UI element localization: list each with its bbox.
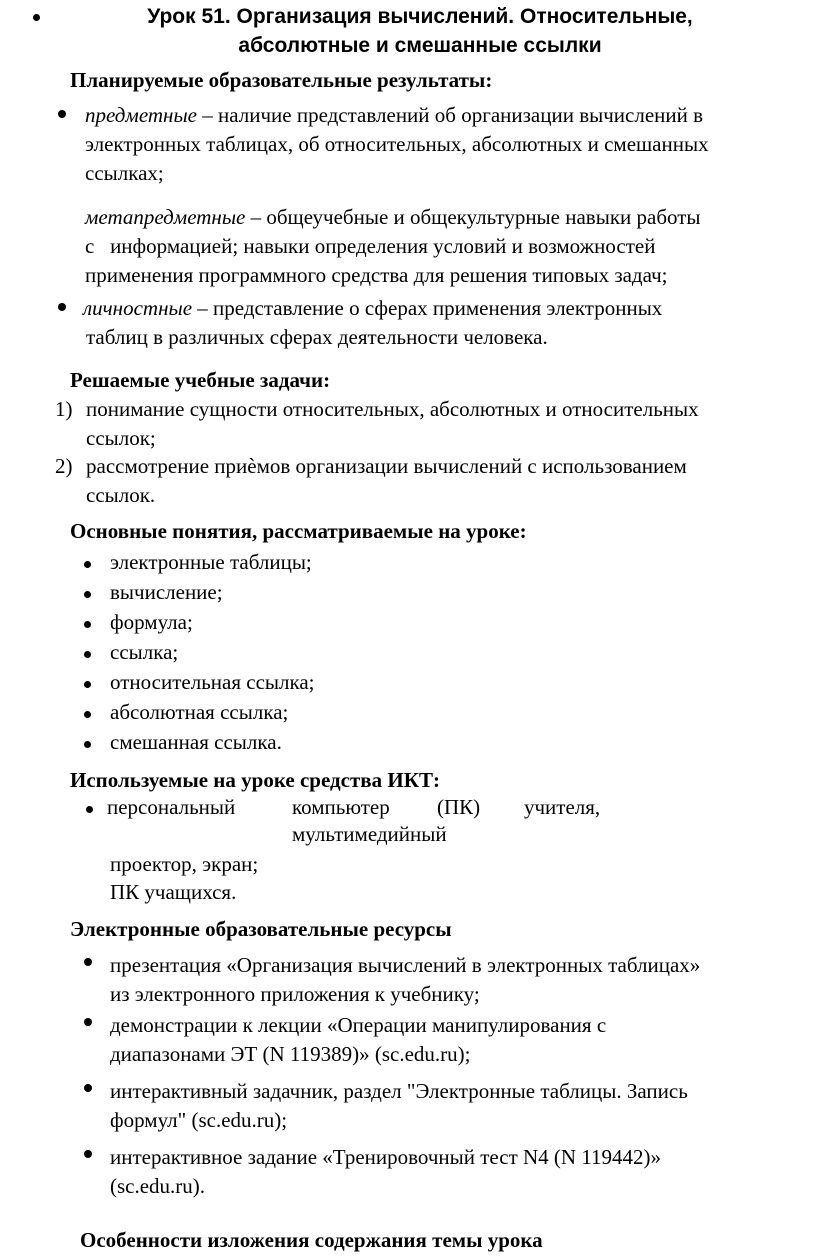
concept-bullet — [84, 561, 91, 568]
outcome-bullet — [58, 303, 66, 311]
resource-item-line2: диапазонами ЭТ (N 119389)» (sc.edu.ru); — [110, 1042, 471, 1066]
title-bullet — [33, 14, 40, 21]
meta-term: метапредметные — [85, 205, 246, 229]
ict-word: (ПК) — [437, 795, 481, 819]
ict-line3: ПК учащихся. — [110, 880, 237, 904]
task-item-line1: понимание сущности относительных, абсолютных и относительных — [86, 397, 699, 421]
concept-bullet — [84, 621, 91, 628]
resource-bullet — [84, 958, 92, 966]
resource-item-line2: формул" (sc.edu.ru); — [110, 1108, 288, 1132]
task-item-line2: ссылок. — [86, 483, 156, 507]
outcome-subject-line1 — [85, 101, 703, 130]
personal-term: личностные — [83, 296, 193, 320]
outcome-bullet — [58, 110, 66, 118]
concept-item: относительная ссылка; — [110, 670, 315, 694]
outcomes-heading: Планируемые образовательные результаты: — [70, 68, 493, 92]
ict-heading: Используемые на уроке средства ИКТ: — [70, 768, 440, 792]
ict-bullet — [86, 806, 93, 813]
outcome-personal-line1 — [83, 294, 662, 323]
concept-item: вычисление; — [110, 580, 223, 604]
outcome-meta-line2: с информацией; навыки определения условий и возможностей — [85, 234, 656, 258]
concept-bullet — [84, 711, 91, 718]
resource-item-line1: интерактивное задание «Тренировочный тест N4 (N 119442)» — [110, 1145, 662, 1169]
ict-word: персональный — [107, 795, 236, 819]
concept-bullet — [84, 651, 91, 658]
subject-text: – наличие представлений об организации вычислений в — [197, 103, 704, 127]
concept-bullet — [84, 681, 91, 688]
concept-bullet — [84, 741, 91, 748]
task-number: 1) — [55, 397, 73, 421]
ict-word: компьютер — [292, 795, 390, 819]
ict-word: учителя, — [524, 795, 601, 819]
task-item-line2: ссылок; — [86, 426, 156, 450]
concept-item: смешанная ссылка. — [110, 730, 282, 754]
outcome-meta-line3: применения программного средства для решения типовых задач; — [85, 263, 668, 287]
concepts-heading: Основные понятия, рассматриваемые на уроке: — [70, 519, 527, 543]
outcome-subject-line2: электронных таблицах, об относительных, абсолютных и смешанных — [85, 132, 709, 156]
outcome-meta-line1 — [85, 203, 701, 232]
resource-bullet — [84, 1150, 92, 1158]
tasks-heading: Решаемые учебные задачи: — [70, 368, 331, 392]
concept-item: абсолютная ссылка; — [110, 700, 289, 724]
meta-text: – общеучебные и общекультурные навыки работы — [245, 205, 701, 229]
resource-bullet — [84, 1018, 92, 1026]
concept-item: формула; — [110, 610, 193, 634]
resource-item-line1: демонстрации к лекции «Операции манипулирования с — [110, 1013, 607, 1037]
task-number: 2) — [55, 454, 73, 478]
subject-term: предметные — [85, 103, 197, 127]
resources-heading: Электронные образовательные ресурсы — [70, 917, 452, 941]
resource-item-line2: (sc.edu.ru). — [110, 1174, 206, 1198]
resource-bullet — [84, 1084, 92, 1092]
concept-bullet — [84, 591, 91, 598]
resource-item-line2: из электронного приложения к учебнику; — [110, 982, 480, 1006]
concept-item: ссылка; — [110, 640, 179, 664]
resource-item-line1: интерактивный задачник, раздел "Электронные таблицы. Запись — [110, 1079, 688, 1103]
concept-item: электронные таблицы; — [110, 550, 312, 574]
outcome-subject-line3: ссылках; — [85, 161, 164, 185]
resource-item-line1: презентация «Организация вычислений в электронных таблицах» — [110, 953, 701, 977]
task-item-line1: рассмотрение приѐмов организации вычислений с использованием — [86, 454, 687, 478]
personal-text: – представление о сферах применения электронных — [192, 296, 663, 320]
outcome-personal-line2: таблиц в различных сферах деятельности человека. — [86, 325, 548, 349]
page-title-line2: абсолютные и смешанные ссылки — [238, 34, 602, 57]
ict-line2: проектор, экран; — [110, 852, 259, 876]
ict-word: мультимедийный — [292, 822, 447, 846]
features-heading: Особенности изложения содержания темы урока — [80, 1228, 543, 1252]
page-title: Урок 51. Организация вычислений. Относительные, — [147, 5, 693, 28]
